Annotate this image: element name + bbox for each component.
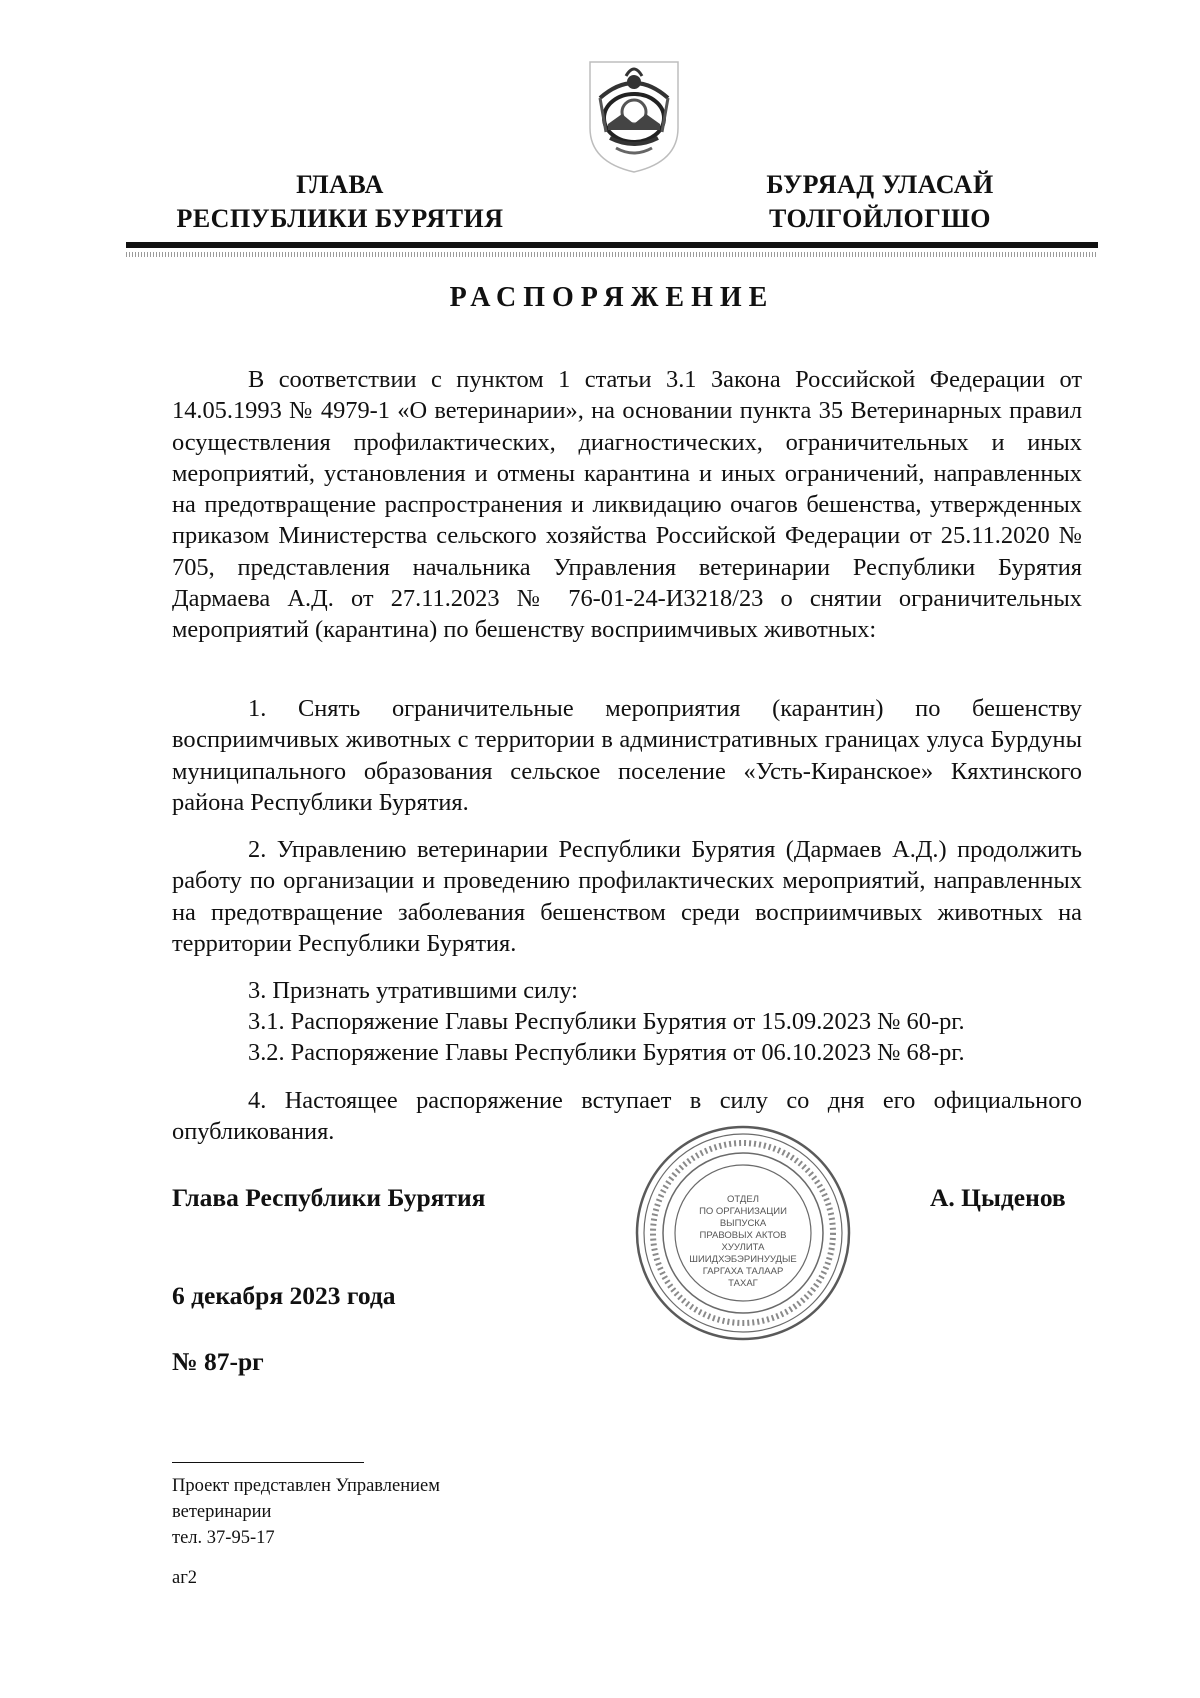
item-3-paragraph: 3. Признать утратившими силу:	[248, 977, 578, 1004]
document-title: РАСПОРЯЖЕНИЕ	[449, 282, 775, 313]
document-date: 6 декабря 2023 года	[172, 1281, 396, 1310]
signature-name: А. Цыденов	[930, 1183, 1066, 1212]
header-right-line1: БУРЯАД УЛАСАЙ	[766, 170, 994, 199]
svg-text:ХУУЛИТА: ХУУЛИТА	[721, 1242, 765, 1253]
item-2-paragraph: 2. Управлению ветеринарии Республики Бурятия (Дармаев А.Д.) продолжить работу по организации и проведению профилактических мероприятий, направленных на предотвращение заболевания бешенством среди восприимчивых животных на территории Республики Бурятия.	[172, 836, 1082, 957]
official-seal-stamp	[632, 1122, 854, 1344]
header-right-line2: ТОЛГОЙЛОГШО	[768, 204, 992, 233]
svg-text:ШИИДХЭБЭРИНУУДЫЕ: ШИИДХЭБЭРИНУУДЫЕ	[689, 1254, 797, 1265]
item-3-2-paragraph: 3.2. Распоряжение Главы Республики Бурятия от 06.10.2023 № 68-рг.	[248, 1039, 965, 1066]
signature-position: Глава Республики Бурятия	[172, 1183, 486, 1212]
footnote-line-2: ветеринарии	[172, 1502, 272, 1522]
item-4-paragraph: 4. Настоящее распоряжение вступает в силу со дня его официального опубликования.	[172, 1087, 1082, 1146]
header-left-line1: ГЛАВА	[296, 170, 384, 199]
header-divider	[126, 242, 1098, 248]
footnote-divider	[172, 1462, 364, 1463]
item-1-paragraph: 1. Снять ограничительные мероприятия (карантин) по бешенству восприимчивых животных с территории в административных границах улуса Бурдуны муниципального образования сельское поселение «Усть-Киранское» Кяхтинского района Республики Бурятия.	[172, 695, 1082, 816]
header-right	[730, 168, 1030, 236]
coat-of-arms-icon	[586, 58, 682, 176]
preamble-paragraph: В соответствии с пунктом 1 статьи 3.1 Закона Российской Федерации от 14.05.1993 № 4979-1 «О ветеринарии», на основании пункта 35 Ветеринарных правил осуществления профилактических, диагностических, ограничительных и иных мероприятий, установления и отмены карантина и иных ограничений, направленных на предотвращение распространения и ликвидацию очагов бешенства, утвержденных приказом Министерства сельского хозяйства Российской Федерации от 25.11.2020 № 705, представления начальника Управления ветеринарии Республики Бурятия Дармаева А.Д. от 27.11.2023 № 76-01-24-И3218/23 о снятии ограничительных мероприятий (карантина) по бешенству восприимчивых животных:	[172, 366, 1082, 644]
footnote-line-1: Проект представлен Управлением	[172, 1476, 440, 1496]
header-left-line2: РЕСПУБЛИКИ БУРЯТИЯ	[176, 204, 504, 233]
header-left	[140, 168, 540, 236]
svg-text:ТАХАГ: ТАХАГ	[728, 1278, 758, 1289]
header-dotted-divider	[126, 252, 1098, 257]
footnote-phone: тел. 37-95-17	[172, 1528, 275, 1548]
document-number: № 87-рг	[172, 1347, 264, 1376]
footnote-code: аг2	[172, 1568, 198, 1588]
item-3-1-paragraph: 3.1. Распоряжение Главы Республики Бурятия от 15.09.2023 № 60-рг.	[248, 1008, 965, 1035]
svg-text:ОТДЕЛ: ОТДЕЛ	[727, 1194, 759, 1205]
svg-text:ВЫПУСКА: ВЫПУСКА	[719, 1218, 767, 1229]
svg-text:ПРАВОВЫХ АКТОВ: ПРАВОВЫХ АКТОВ	[699, 1230, 787, 1241]
svg-text:ПО ОРГАНИЗАЦИИ: ПО ОРГАНИЗАЦИИ	[699, 1206, 787, 1217]
svg-text:ГАРГАХА ТАЛААР: ГАРГАХА ТАЛААР	[702, 1266, 784, 1277]
